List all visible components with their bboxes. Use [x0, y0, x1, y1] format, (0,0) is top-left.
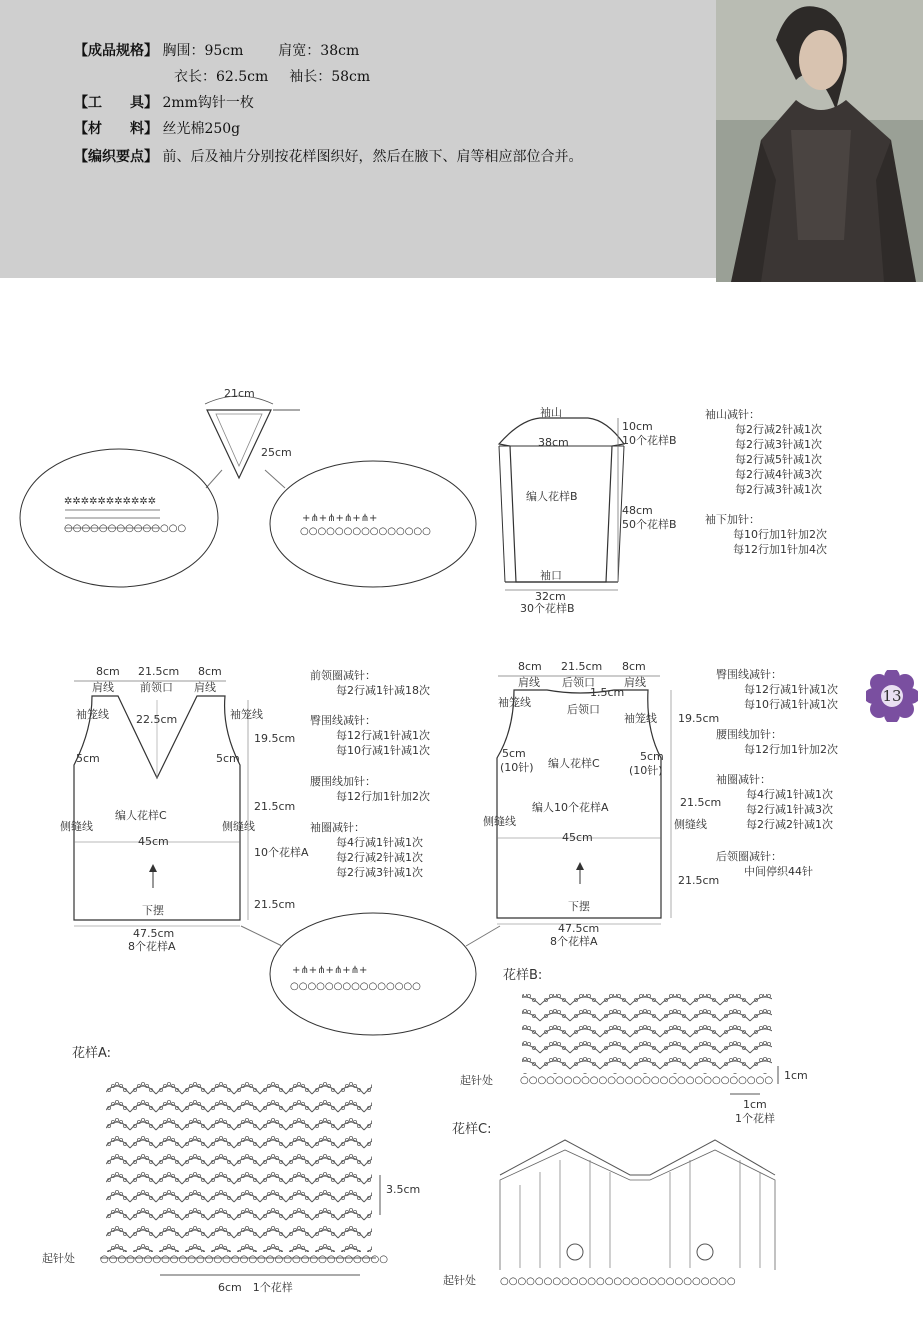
- pattern-b-count: 1个花样: [735, 1112, 775, 1125]
- svg-text:○○○○○○○○○○○○○○○○○○○○○○○○○○○: ○○○○○○○○○○○○○○○○○○○○○○○○○○○: [500, 1276, 736, 1287]
- sleeve-note: 每2行减3针减1次: [735, 483, 822, 496]
- sleeve-note: 每10行加1针加2次: [733, 528, 827, 541]
- sleeve-body-count: 50个花样B: [622, 518, 677, 531]
- front-note: 袖圈减针：: [310, 821, 365, 834]
- front-notes: [310, 668, 430, 879]
- chest-value: 胸围：95cm: [162, 43, 244, 59]
- front-bottom-width: 47.5cm: [133, 927, 175, 940]
- hem-edging-ellipse: [241, 913, 500, 1035]
- front-neck-label: 前领口: [140, 681, 173, 694]
- sleeve-note: 每2行减4针减3次: [735, 468, 822, 481]
- front-height-1: 19.5cm: [254, 732, 296, 745]
- back-notes: [716, 667, 838, 878]
- back-chest-width: 45cm: [562, 831, 593, 844]
- svg-text:○○○○○○○○○○○○○○: ○○○○○○○○○○○○○○: [64, 523, 187, 534]
- front-width-2: 21.5cm: [138, 665, 180, 678]
- front-diagram: [60, 665, 309, 953]
- pattern-a-start: 起针处: [42, 1252, 75, 1265]
- page-number-badge: [866, 670, 918, 722]
- front-note: 前领圈减针：: [310, 669, 376, 682]
- back-bottom-width: 47.5cm: [558, 922, 600, 935]
- collar-stitch-ellipse: [20, 449, 218, 587]
- pattern-a-height: 3.5cm: [386, 1183, 421, 1196]
- sleeve-cap-height: 10cm: [622, 420, 653, 433]
- svg-text:+⋔+⋔+⋔+⋔+: +⋔+⋔+⋔+⋔+: [302, 513, 378, 524]
- svg-text:+⋔+⋔+⋔+⋔+: +⋔+⋔+⋔+⋔+: [292, 965, 368, 976]
- pattern-b-chart: [460, 967, 808, 1125]
- front-neck-depth: 22.5cm: [136, 713, 178, 726]
- sleeve-note: 每12行加1针加4次: [733, 543, 827, 556]
- tools-label: 【工 具】: [74, 95, 158, 111]
- front-note: 每4行减1针减1次: [336, 836, 423, 849]
- sleeve-top-width: 38cm: [538, 436, 569, 449]
- shoulder-value: 肩宽：38cm: [278, 43, 360, 59]
- front-note: 每2行减2针减1次: [336, 851, 423, 864]
- back-seam-left: 侧缝线: [483, 815, 516, 828]
- front-seam-right: 侧缝线: [222, 820, 255, 833]
- back-height-2: 21.5cm: [680, 796, 722, 809]
- pattern-a-title: 花样A:: [72, 1046, 112, 1061]
- back-note: 每10行减1针减1次: [744, 698, 838, 711]
- sleeve-note: 袖山减针：: [705, 408, 760, 421]
- front-height-3: 21.5cm: [254, 898, 296, 911]
- sleeve-notes: [705, 407, 827, 556]
- back-width-3: 8cm: [622, 660, 646, 673]
- sleeve-cuff-label: 袖口: [540, 569, 562, 582]
- back-side-left-stitches: (10针): [500, 761, 534, 774]
- tools-value: 2mm钩针一枚: [162, 95, 254, 111]
- back-neck-depth: 1.5cm: [590, 686, 625, 699]
- back-arm-left: 袖笼线: [498, 696, 531, 709]
- front-height-2: 21.5cm: [254, 800, 296, 813]
- notes-value: 前、后及袖片分别按花样图织好，然后在腋下、肩等相应部位合并。: [162, 149, 583, 165]
- pattern-b-width: 1cm: [743, 1098, 767, 1111]
- front-hem-label: 下摆: [142, 904, 164, 917]
- collar-side-label: 25cm: [261, 446, 292, 459]
- back-neck-inner-label: 后领口: [567, 703, 600, 716]
- front-side-left: 5cm: [76, 752, 100, 765]
- front-note: 每12行加1针加2次: [336, 790, 430, 803]
- front-side-right: 5cm: [216, 752, 240, 765]
- svg-text:○○○○○○○○○○○○○○○: ○○○○○○○○○○○○○○○: [290, 981, 421, 992]
- sleeve-note: 每2行减2针减1次: [735, 423, 822, 436]
- back-side-left: 5cm: [502, 747, 526, 760]
- back-note: 后领圈减针：: [716, 850, 782, 863]
- front-height-2-count: 10个花样A: [254, 846, 309, 859]
- svg-text:○○○○○○○○○○○○○○○: ○○○○○○○○○○○○○○○: [300, 526, 431, 537]
- back-note: 袖圈减针：: [716, 773, 771, 786]
- back-shoulder-left: 肩线: [518, 676, 540, 689]
- collar-diagram: [205, 387, 300, 488]
- length-value: 衣长：62.5cm: [174, 69, 269, 85]
- svg-text:○○○○○○○○○○○○○○○○○○○○○○○○○○○○○: ○○○○○○○○○○○○○○○○○○○○○○○○○○○○○: [520, 1075, 774, 1086]
- size-label: 【成品规格】: [74, 43, 158, 59]
- back-note: 每12行减1针减1次: [744, 683, 838, 696]
- front-arm-right: 袖笼线: [230, 708, 263, 721]
- back-note: 中间停织44针: [744, 865, 813, 878]
- back-body-label-2: 编人10个花样A: [532, 801, 609, 814]
- back-width-2: 21.5cm: [561, 660, 603, 673]
- svg-text:✲✲✲✲✲✲✲✲✲✲✲: ✲✲✲✲✲✲✲✲✲✲✲: [64, 496, 157, 507]
- page-number: 13: [882, 687, 902, 705]
- back-body-label: 编人花样C: [548, 757, 600, 770]
- sleeve-cap-count: 10个花样B: [622, 434, 677, 447]
- sleeve-body-height: 48cm: [622, 504, 653, 517]
- pattern-a-chart: [42, 1045, 420, 1294]
- front-note: 每2行减1针减18次: [336, 684, 430, 697]
- back-note: 每12行加1针加2次: [744, 743, 838, 756]
- pattern-c-chart: [443, 1121, 775, 1287]
- front-seam-left: 侧缝线: [60, 820, 93, 833]
- back-neck-label: 后领口: [562, 676, 595, 689]
- back-width-1: 8cm: [518, 660, 542, 673]
- sleeve-body-label: 编人花样B: [526, 490, 578, 503]
- pattern-b-height: 1cm: [784, 1069, 808, 1082]
- material-value: 丝光棉250g: [162, 121, 241, 137]
- back-note: 臀围线减针：: [716, 668, 782, 681]
- pattern-b-title: 花样B:: [503, 968, 543, 983]
- pattern-c-title: 花样C:: [452, 1122, 492, 1137]
- back-side-right: 5cm: [640, 750, 664, 763]
- front-shoulder-right: 肩线: [194, 681, 216, 694]
- sleeve-cuff-width: 32cm: [535, 590, 566, 603]
- front-note: 每12行减1针减1次: [336, 729, 430, 742]
- sleeve-note: 每2行减5针减1次: [735, 453, 822, 466]
- notes-label: 【编织要点】: [74, 149, 158, 165]
- pattern-c-start: 起针处: [443, 1274, 476, 1287]
- back-shoulder-right: 肩线: [624, 676, 646, 689]
- back-note: 每4行减1针减1次: [746, 788, 833, 801]
- back-note: 每2行减2针减1次: [746, 818, 833, 831]
- front-width-3: 8cm: [198, 665, 222, 678]
- collar-top-label: 21cm: [224, 387, 255, 400]
- sleeve-value: 袖长：58cm: [289, 69, 371, 85]
- back-side-right-stitches: (10针): [629, 764, 663, 777]
- front-arm-left: 袖笼线: [76, 708, 109, 721]
- sleeve-diagram: [499, 405, 677, 615]
- back-seam-right: 侧缝线: [674, 818, 707, 831]
- sleeve-cap-title: 袖山: [540, 406, 562, 419]
- front-note: 臀围线减针：: [310, 714, 376, 727]
- front-bottom-count: 8个花样A: [128, 940, 176, 953]
- back-height-3: 21.5cm: [678, 874, 720, 887]
- front-note: 腰围线加针：: [310, 775, 376, 788]
- front-chest-width: 45cm: [138, 835, 169, 848]
- back-note: 每2行减1针减3次: [746, 803, 833, 816]
- sleeve-cuff-count: 30个花样B: [520, 602, 575, 615]
- front-shoulder-left: 肩线: [92, 681, 114, 694]
- front-note: 每2行减3针减1次: [336, 866, 423, 879]
- back-diagram: [483, 660, 721, 948]
- back-height-1: 19.5cm: [678, 712, 720, 725]
- material-label: 【材 料】: [74, 121, 158, 137]
- front-note: 每10行减1针减1次: [336, 744, 430, 757]
- edging-ellipse: [270, 461, 476, 587]
- back-hem-label: 下摆: [568, 900, 590, 913]
- svg-text:○○○○○○○○○○○○○○○○○○○○○○○○○○○○○○: ○○○○○○○○○○○○○○○○○○○○○○○○○○○○○○○○○: [100, 1254, 388, 1265]
- pattern-b-start: 起针处: [460, 1074, 493, 1087]
- sleeve-note: 每2行减3针减1次: [735, 438, 822, 451]
- sleeve-note: 袖下加针：: [705, 513, 760, 526]
- front-body-label: 编人花样C: [115, 809, 167, 822]
- pattern-a-width: 6cm 1个花样: [218, 1281, 293, 1294]
- back-bottom-count: 8个花样A: [550, 935, 598, 948]
- front-width-1: 8cm: [96, 665, 120, 678]
- back-note: 腰围线加针：: [716, 728, 782, 741]
- back-arm-right: 袖笼线: [624, 712, 657, 725]
